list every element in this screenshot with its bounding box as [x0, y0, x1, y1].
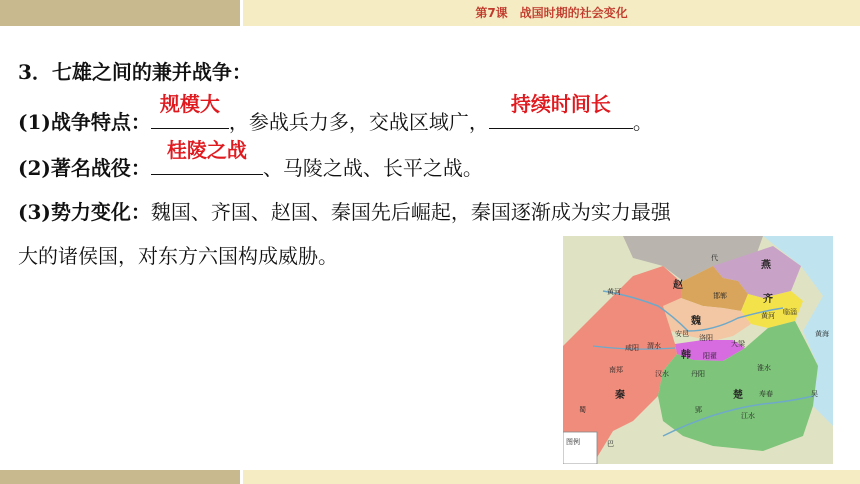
label-danyang: 丹阳 [691, 370, 705, 378]
item-3-prefix: (3)势力变化： [18, 200, 151, 224]
warring-states-map [563, 236, 833, 464]
item-2 [18, 138, 483, 182]
label-legend: 图例 [566, 438, 580, 446]
item-1-suffix: 。 [632, 110, 653, 134]
footer-bar-right [243, 470, 860, 484]
label-anyi: 安邑 [675, 330, 689, 338]
label-shouchun: 寿春 [759, 390, 773, 398]
label-dai: 代 [711, 254, 718, 262]
label-jiangshui: 江水 [741, 412, 755, 420]
label-qin: 秦 [615, 390, 625, 401]
label-ying: 郢 [695, 406, 702, 414]
label-chu: 楚 [733, 390, 743, 401]
label-handan: 邯郸 [713, 292, 727, 300]
label-nanzheng: 南郑 [609, 366, 623, 374]
item-1 [18, 92, 653, 136]
header-bar-left [0, 0, 240, 26]
lesson-title: 第7课 战国时期的社会变化 [475, 6, 628, 20]
item-2-prefix: (2)著名战役： [18, 156, 151, 180]
item-3-text2: 大的诸侯国，对东方六国构成威胁。 [18, 244, 338, 268]
answer-scale: 规模大 [159, 92, 220, 116]
label-huaishui: 淮水 [757, 364, 771, 372]
label-han: 韩 [681, 350, 691, 361]
map-svg [563, 236, 833, 464]
item-1-prefix: (1)战争特点： [18, 110, 151, 134]
label-xianyang: 咸阳 [625, 344, 639, 352]
item-3-text1: 魏国、齐国、赵国、秦国先后崛起，秦国逐渐成为实力最强 [150, 200, 671, 224]
section-heading: 3．七雄之间的兼并战争： [18, 60, 252, 84]
blank-3 [151, 138, 263, 175]
label-luoyang: 洛阳 [699, 334, 713, 342]
footer-bar-left [0, 470, 240, 484]
item-1-middle: ，参战兵力多，交战区域广， [228, 110, 489, 134]
label-daliang: 大梁 [731, 340, 745, 348]
label-shu: 蜀 [579, 406, 586, 414]
label-ba: 巴 [607, 440, 614, 448]
label-huanghai: 黄海 [815, 330, 829, 338]
map-legend-box [563, 432, 597, 464]
label-zhao: 赵 [673, 280, 683, 291]
label-linzi: 临淄 [783, 308, 797, 316]
label-huanghe: 黄河 [607, 288, 621, 296]
blank-2 [489, 92, 633, 129]
label-huanghe-2: 黄河 [761, 312, 775, 320]
label-qi: 齐 [763, 294, 773, 305]
label-yangdi: 阳翟 [703, 352, 717, 360]
answer-duration: 持续时间长 [510, 92, 611, 116]
blank-1 [151, 92, 229, 129]
label-wu: 吴 [811, 390, 818, 398]
answer-battle: 桂陵之战 [166, 138, 247, 162]
item-3 [18, 198, 671, 226]
item-2-suffix: 、马陵之战、长平之战。 [262, 156, 483, 180]
label-weishui: 渭水 [647, 342, 661, 350]
label-wei: 魏 [691, 316, 701, 327]
label-hanshui: 汉水 [655, 370, 669, 378]
label-yan: 燕 [761, 260, 771, 271]
